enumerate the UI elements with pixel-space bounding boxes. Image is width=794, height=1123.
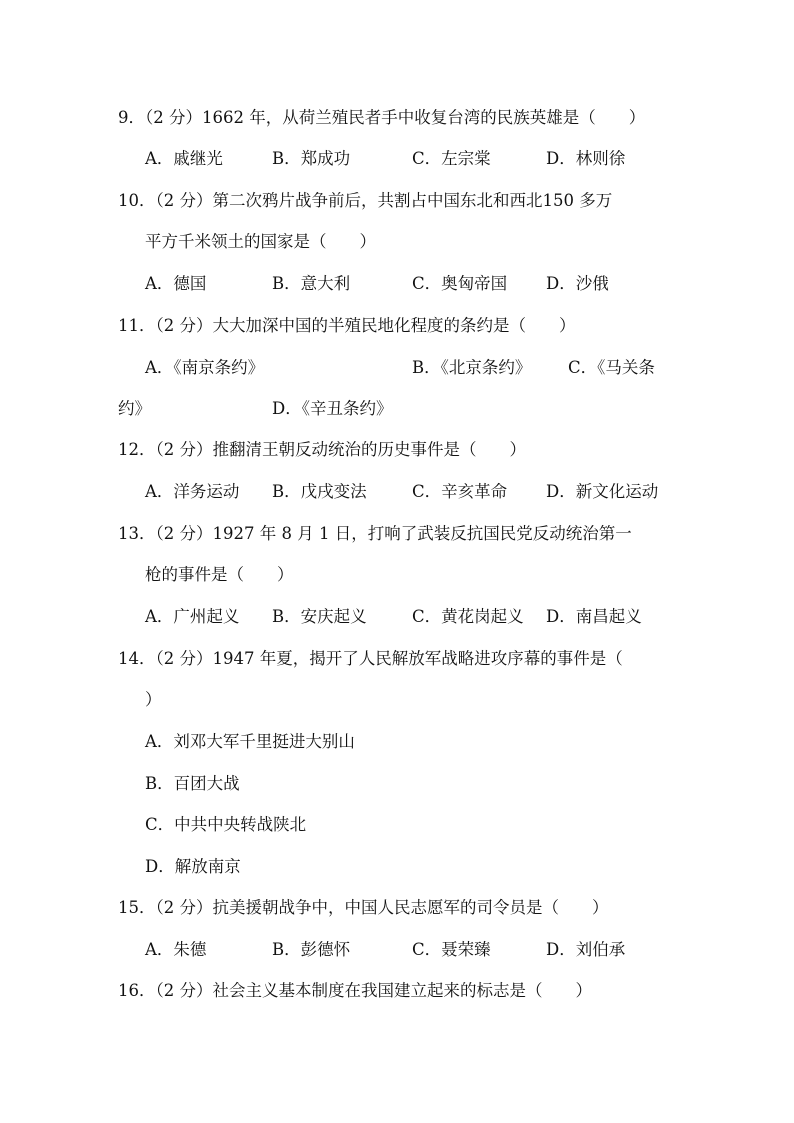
q14-option-b: B．百团大战 — [145, 774, 240, 793]
q15-option-c: C．聂荣臻 — [412, 940, 491, 959]
q9-option-a: A．戚继光 — [145, 149, 223, 168]
question-15-options — [145, 938, 715, 962]
q12-option-c: C．辛亥革命 — [412, 482, 508, 501]
q9-option-d: D．林则徐 — [546, 149, 626, 168]
question-11-options-line1 — [145, 356, 715, 380]
q13-option-b: B．安庆起义 — [272, 607, 367, 626]
q11-option-c-part2: 约》 — [118, 399, 151, 418]
question-9-options — [145, 147, 715, 171]
q10-option-d: D．沙俄 — [546, 274, 609, 293]
q11-option-d: D．《辛丑条约》 — [272, 399, 393, 418]
q11-option-b: B．《北京条约》 — [412, 358, 532, 377]
question-10-stem-line1: 10．（2 分）第二次鸦片战争前后，共割占中国东北和西北150 多万 — [118, 191, 613, 210]
q10-option-c: C．奥匈帝国 — [412, 274, 508, 293]
question-15-stem: 15．（2 分）抗美援朝战争中，中国人民志愿军的司令员是（ ） — [118, 898, 609, 917]
question-16-stem: 16．（2 分）社会主义基本制度在我国建立起来的标志是（ ） — [118, 981, 592, 1000]
question-11-options-line2 — [118, 397, 688, 421]
q14-option-a: A．刘邓大军千里挺进大别山 — [145, 732, 355, 751]
q13-option-a: A．广州起义 — [145, 607, 240, 626]
question-10-options — [145, 272, 715, 296]
q11-option-a: A．《南京条约》 — [145, 358, 265, 377]
question-14-stem-line1: 14．（2 分）1947 年夏，揭开了人民解放军战略进攻序幕的事件是（ — [118, 649, 623, 668]
q15-option-d: D．刘伯承 — [546, 940, 626, 959]
question-12-stem: 12．（2 分）推翻清王朝反动统治的历史事件是（ ） — [118, 440, 526, 459]
question-14-stem-line2: ） — [145, 690, 162, 709]
question-13-stem-line1: 13．（2 分）1927 年 8 月 1 日，打响了武装反抗国民党反动统治第一 — [118, 524, 632, 543]
q13-option-c: C．黄花岗起义 — [412, 607, 524, 626]
q9-option-c: C．左宗棠 — [412, 149, 491, 168]
question-12-options — [145, 480, 715, 504]
q11-option-c-part1: C．《马关条 — [568, 358, 655, 377]
q12-option-d: D．新文化运动 — [546, 482, 659, 501]
question-13-stem-line2: 枪的事件是（ ） — [145, 565, 294, 584]
q10-option-b: B．意大利 — [272, 274, 351, 293]
q9-option-b: B．郑成功 — [272, 149, 351, 168]
q15-option-b: B．彭德怀 — [272, 940, 351, 959]
q15-option-a: A．朱德 — [145, 940, 207, 959]
q14-option-c: C．中共中央转战陕北 — [145, 815, 307, 834]
q12-option-b: B．戊戌变法 — [272, 482, 367, 501]
q14-option-d: D．解放南京 — [145, 857, 241, 876]
question-10-stem-line2: 平方千米领土的国家是（ ） — [145, 232, 376, 251]
q12-option-a: A．洋务运动 — [145, 482, 240, 501]
question-11-stem: 11．（2 分）大大加深中国的半殖民地化程度的条约是（ ） — [118, 316, 576, 335]
question-9-stem: 9．（2 分）1662 年，从荷兰殖民者手中收复台湾的民族英雄是（ ） — [118, 108, 646, 127]
q10-option-a: A．德国 — [145, 274, 207, 293]
question-13-options — [145, 605, 715, 629]
q13-option-d: D．南昌起义 — [546, 607, 642, 626]
